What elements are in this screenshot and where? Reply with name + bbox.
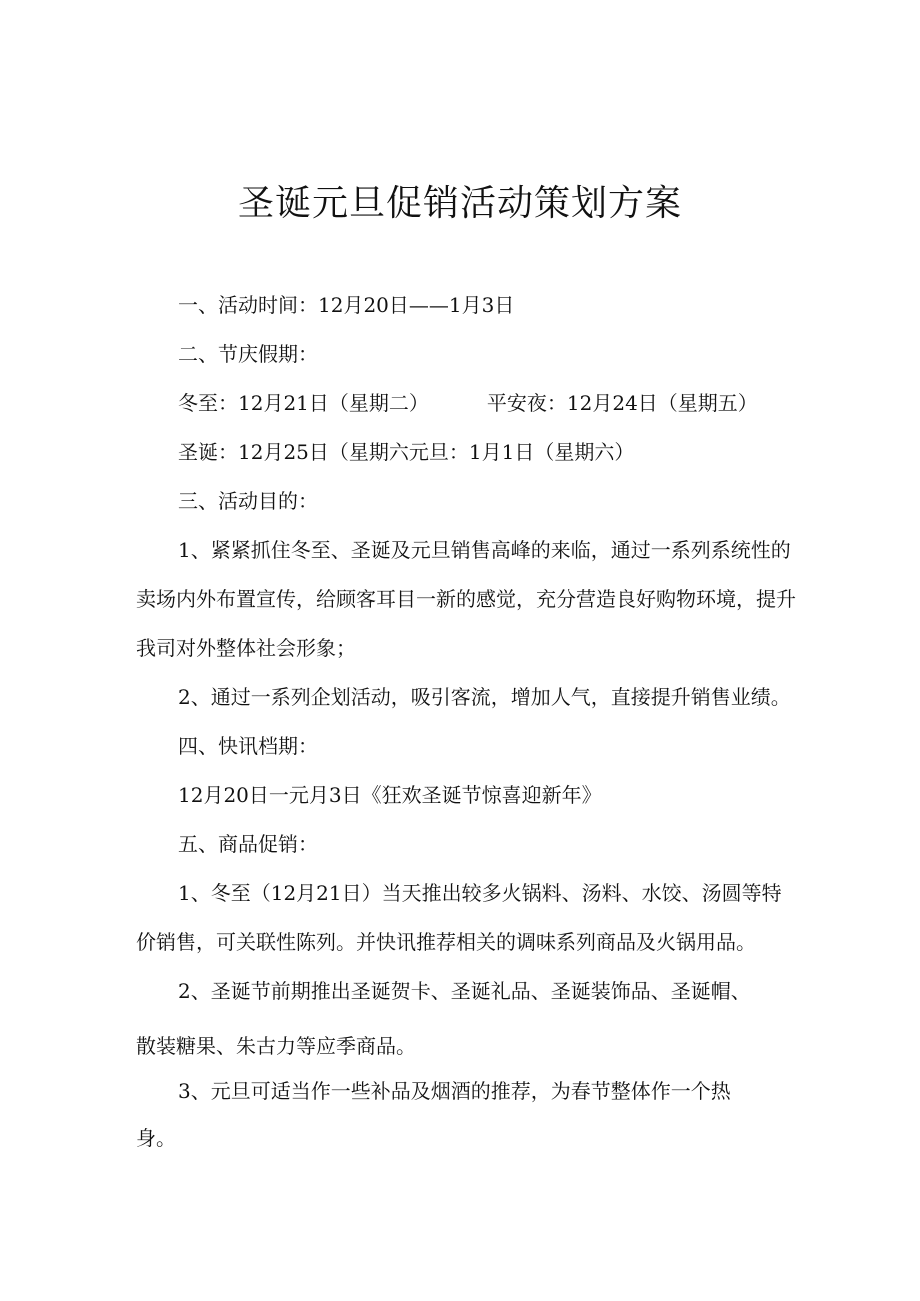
- holiday-christmas-eve: 平安夜：12月24日（星期五）: [486, 391, 758, 415]
- goal-1-line-3: 我司对外整体社会形象；: [136, 636, 356, 660]
- goal-2: 2、通过一系列企划活动，吸引客流，增加人气，直接提升销售业绩。: [178, 685, 791, 709]
- promo-3-line-1: 3、元旦可适当作一些补品及烟酒的推荐，为春节整体作一个热: [178, 1079, 731, 1103]
- holiday-row-1: [178, 388, 758, 418]
- goal-1-line-1: 1、紧紧抓住冬至、圣诞及元旦销售高峰的来临，通过一系列系统性的: [178, 538, 791, 562]
- section-holidays-heading: 二、节庆假期：: [178, 342, 318, 366]
- flyer-period: 12月20日一元月3日《狂欢圣诞节惊喜迎新年》: [178, 783, 602, 807]
- goal-1-line-2: 卖场内外布置宣传，给顾客耳目一新的感觉，充分营造良好购物环境，提升: [136, 587, 796, 611]
- section-activity-time: 一、活动时间：12月20日——1月3日: [178, 293, 515, 317]
- promo-2-line-2: 散装糖果、朱古力等应季商品。: [136, 1034, 416, 1058]
- section-promotion-heading: 五、商品促销：: [178, 832, 318, 856]
- document-title: 圣诞元旦促销活动策划方案: [237, 183, 682, 224]
- section-goals-heading: 三、活动目的：: [178, 489, 318, 513]
- promo-3-line-2: 身。: [136, 1126, 176, 1150]
- promo-1-line-1: 1、冬至（12月21日）当天推出较多火锅料、汤料、水饺、汤圆等特: [178, 881, 782, 905]
- promo-1-line-2: 价销售，可关联性陈列。并快讯推荐相关的调味系列商品及火锅用品。: [136, 930, 756, 954]
- promo-2-line-1: 2、圣诞节前期推出圣诞贺卡、圣诞礼品、圣诞装饰品、圣诞帽、: [178, 979, 751, 1003]
- section-flyer-heading: 四、快讯档期：: [178, 734, 318, 758]
- holiday-winter-solstice: 冬至：12月21日（星期二）: [178, 391, 429, 415]
- holiday-row-2: 圣诞：12月25日（星期六元旦：1月1日（星期六）: [178, 440, 635, 464]
